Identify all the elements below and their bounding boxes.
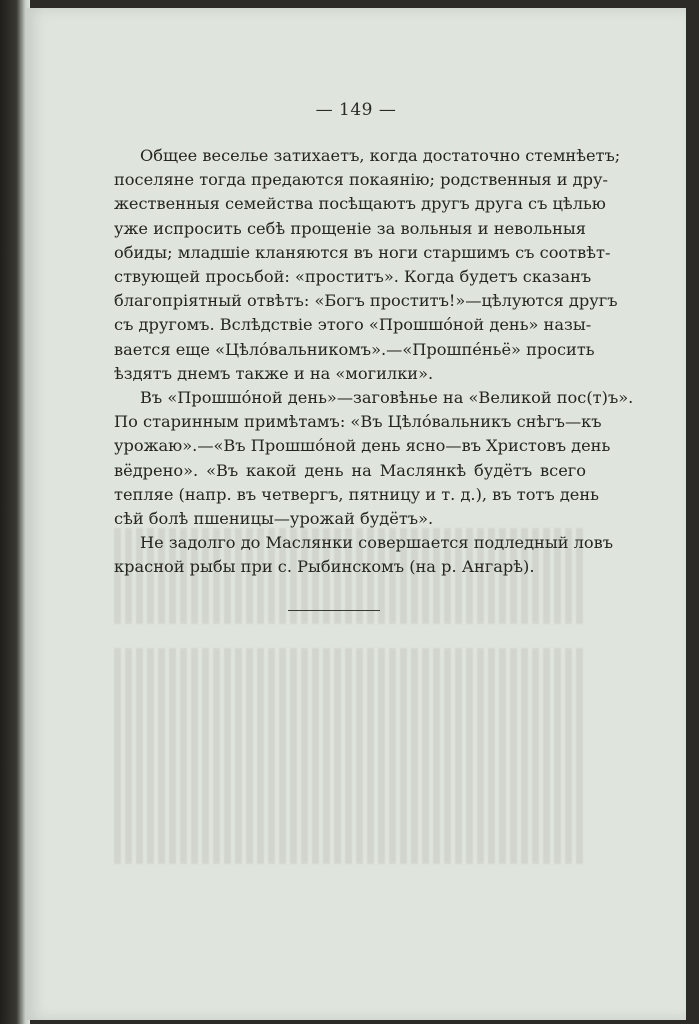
text-line: сѣй болѣ пшеницы—урожай будётъ». bbox=[114, 509, 434, 529]
paragraph bbox=[114, 531, 614, 579]
text-line: съ другомъ. Вслѣдствіе этого «Прошшо́ной день» назы- bbox=[114, 315, 592, 335]
body-text bbox=[114, 144, 634, 580]
section-divider bbox=[288, 610, 380, 611]
text-line: вается еще «Цѣло́вальникомъ».—«Прошпе́ньё» просить bbox=[114, 339, 595, 359]
page-sheet bbox=[26, 8, 686, 1020]
text-line: благопріятный отвѣтъ: «Богъ проститъ!»—цѣлуются другъ bbox=[114, 291, 618, 311]
text-line: Не задолго до Маслянки совершается подледный ловъ bbox=[140, 533, 614, 553]
paragraph bbox=[114, 386, 634, 531]
text-line: Общее веселье затихаетъ, когда достаточно стемнѣетъ; bbox=[140, 146, 621, 165]
text-line: обиды; младшіе кланяются въ ноги старшимъ съ соотвѣт- bbox=[114, 242, 611, 262]
text-line: Въ «Прошшо́ной день»—заговѣнье на «Великой пос(т)ъ». bbox=[140, 388, 634, 408]
text-line: ѣздятъ днемъ также и на «могилки». bbox=[114, 363, 434, 383]
text-line: тепляе (напр. въ четвергъ, пятницу и т. д.), въ тотъ день bbox=[114, 484, 599, 504]
text-line: вёдрено». «Въ какой день на Маслянкѣ будётъ всего bbox=[114, 460, 586, 480]
text-line: уже испросить себѣ прощеніе за вольныя и невольныя bbox=[114, 218, 586, 238]
text-line: ствующей просьбой: «проститъ». Когда будетъ сказанъ bbox=[114, 267, 592, 287]
text-line: жественныя семейства посѣщаютъ другъ друга съ цѣлью bbox=[114, 194, 606, 214]
text-line: урожаю».—«Въ Прошшо́ной день ясно—въ Христовъ день bbox=[114, 436, 611, 456]
paragraph bbox=[114, 144, 621, 386]
bleed-through-text bbox=[114, 648, 586, 864]
text-line: По старинным примѣтамъ: «Въ Цѣло́вальникъ снѣгъ—къ bbox=[114, 412, 602, 432]
text-line: красной рыбы при с. Рыбинскомъ (на р. Ангарѣ). bbox=[114, 557, 535, 577]
text-line: поселяне тогда предаются покаянію; родственныя и дру- bbox=[114, 170, 608, 190]
page-number: — 149 — bbox=[315, 100, 397, 120]
